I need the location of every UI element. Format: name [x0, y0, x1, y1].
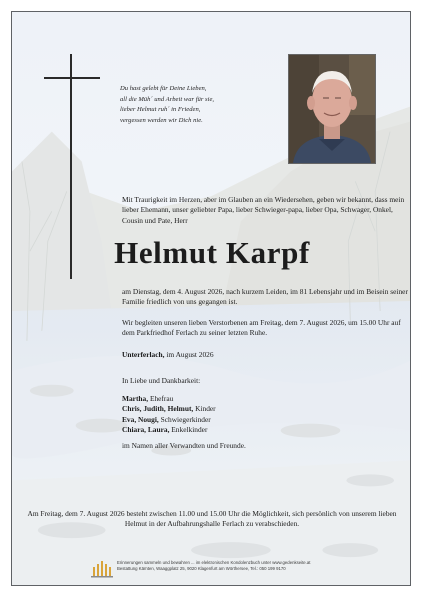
footer-line: Bestattung Kärnten, Waaggplatz 25, 9020 Klagenfurt am Wörthersee, Tel.: 050 199 9170 — [117, 566, 286, 572]
mourner-relation: Kinder — [195, 404, 216, 414]
place-date-line — [122, 350, 214, 359]
date-text: im August 2026 — [166, 350, 214, 359]
mourner-entry — [122, 394, 216, 404]
mourner-entry — [122, 425, 216, 435]
cross-bar — [44, 77, 100, 79]
mourner-names: Chris, Judith, Helmut, — [122, 404, 194, 414]
footer-text — [117, 560, 310, 573]
place-name: Unterferlach, — [122, 350, 165, 359]
intro-text: Mit Traurigkeit im Herzen, aber im Glauben an ein Wiedersehen, geben wir bekannt, dass mein lieber Ehemann, unser geliebter Papa, lieber Schwieger-papa, lieber Opa, Schwager, Onkel, Cousin und Pate, Herr — [122, 195, 405, 225]
footer — [90, 558, 410, 582]
mourner-names: Eva, Nougi, — [122, 414, 159, 424]
parte-frame — [11, 11, 411, 586]
farewell-notice: Am Freitag, dem 7. August 2026 besteht zwischen 11.00 und 15.00 Uhr die Möglichkeit, sich persönlich von unserem lieben Helmut in der Aufbahrungshalle Ferlach zu verabschieden. — [27, 509, 397, 529]
poem-line: all die Müh´ und Arbeit war für sie, — [120, 95, 215, 103]
mourners-list — [122, 394, 216, 435]
deceased-name: Helmut Karpf — [114, 235, 310, 270]
portrait-image — [289, 55, 375, 163]
mourners-heading: In Liebe und Dankbarkeit: — [122, 376, 201, 385]
funeral-service-logo-icon — [90, 559, 114, 579]
memorial-poem — [120, 84, 280, 126]
poem-line: lieber Helmut ruh´ in Frieden, — [120, 106, 201, 114]
mourner-relation: Ehefrau — [149, 394, 174, 403]
footer-line: Erinnerungen sammeln und bewahren ... im elektronischen Kondolenzbuch unter www.gedenkseite.at — [117, 560, 311, 565]
mourner-names: Chiara, Laura, — [122, 424, 170, 434]
portrait-photo — [288, 54, 376, 164]
mourner-entry — [122, 404, 216, 414]
poem-line: vergessen werden wir Dich nie. — [120, 116, 203, 124]
mourner-relation: Enkelkinder — [171, 424, 208, 434]
mourner-relation: Schwiegerkinder — [160, 414, 211, 424]
death-notice-text: am Dienstag, dem 4. August 2026, nach kurzem Leiden, im 81 Lebensjahr und im Beisein seiner Familie friedlich von uns gegangen ist. — [122, 287, 408, 307]
mourners-closing: im Namen aller Verwandten und Freunde. — [122, 441, 246, 450]
poem-line: Du hast gelebt für Deine Lieben, — [120, 85, 207, 92]
mourner-names: Martha, — [122, 394, 149, 403]
mourner-entry — [122, 415, 216, 425]
funeral-text: Wir begleiten unseren lieben Verstorbenen am Freitag, dem 7. August 2026, um 15.00 Uhr auf dem Parkfriedhof Ferlach zu seiner letzten Ruhe. — [122, 318, 401, 338]
